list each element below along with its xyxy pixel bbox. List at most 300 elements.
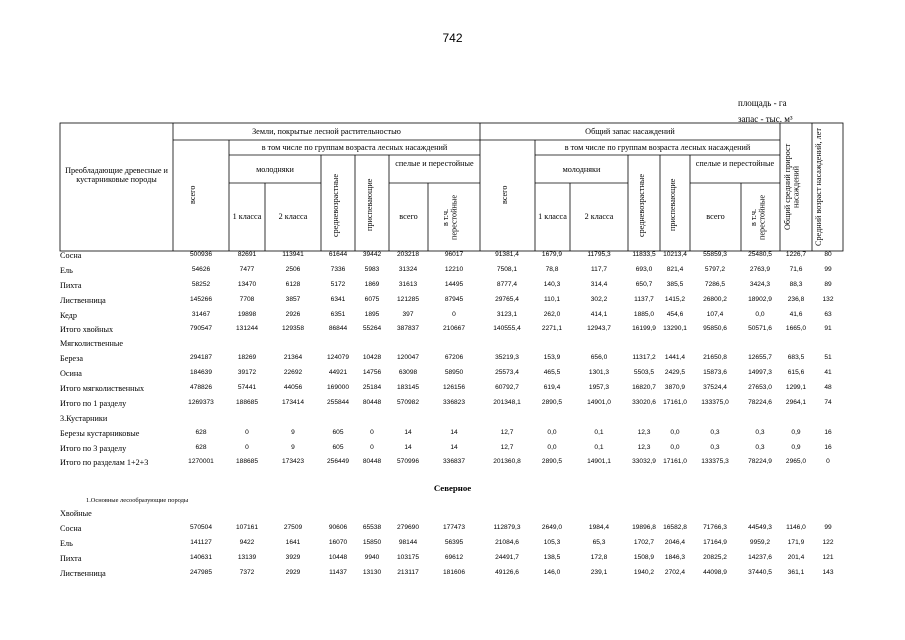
table-cell: 80448 xyxy=(362,399,382,406)
table-cell: 2890,5 xyxy=(541,458,563,465)
table-cell: 54626 xyxy=(191,266,211,273)
table-cell: 397 xyxy=(402,311,414,318)
table-cell: 41,6 xyxy=(789,311,803,318)
table-cell: 107,4 xyxy=(706,311,724,318)
table-cell: 7372 xyxy=(239,569,255,576)
table-cell: 1702,7 xyxy=(633,539,655,546)
table-cell: 16070 xyxy=(328,539,348,546)
table-cell: 31467 xyxy=(191,311,211,318)
table-cell: 7708 xyxy=(239,296,255,303)
table-cell: 2926 xyxy=(285,311,301,318)
table-cell: 80448 xyxy=(362,458,382,465)
header-growth: Общий средний прирост насаждений xyxy=(783,143,801,231)
table-cell: 58252 xyxy=(191,281,211,288)
table-cell: 110,1 xyxy=(543,296,560,303)
table-cell: 145266 xyxy=(189,296,212,303)
table-cell: 1940,2 xyxy=(633,569,655,576)
table-cell: 14 xyxy=(404,429,412,436)
table-cell: 12655,7 xyxy=(748,354,772,361)
table-row xyxy=(60,509,850,522)
table-cell: 133375,0 xyxy=(701,399,729,406)
table-cell: 16 xyxy=(824,429,832,436)
header-stock-young: молодняки xyxy=(562,165,601,174)
table-cell: 12,3 xyxy=(637,444,651,451)
table-cell: 650,7 xyxy=(635,281,653,288)
table-cell: 181606 xyxy=(442,569,465,576)
table-cell: 55859,3 xyxy=(703,251,727,258)
table-cell: 138,5 xyxy=(543,554,561,561)
table-cell: 0 xyxy=(826,458,830,465)
table-cell: 50571,6 xyxy=(748,325,772,332)
table-cell: 16820,7 xyxy=(632,384,656,391)
table-cell: 13290,1 xyxy=(663,325,687,332)
table-cell: 6075 xyxy=(364,296,380,303)
table-cell: 255844 xyxy=(326,399,349,406)
table-cell: 336823 xyxy=(442,399,465,406)
table-cell: 13130 xyxy=(362,569,382,576)
table-cell: 71,6 xyxy=(789,266,803,273)
table-cell: 7336 xyxy=(330,266,346,273)
table-cell: 0 xyxy=(370,444,374,451)
header-species: Преобладающие древесные и кустарниковые породы xyxy=(65,166,168,185)
table-cell: 80 xyxy=(824,251,832,258)
table-cell: 201,4 xyxy=(787,554,805,561)
table-row xyxy=(60,569,850,582)
table-cell: 49126,6 xyxy=(495,569,519,576)
subsection-title: 1.Основные лесообразующие породы xyxy=(86,497,189,504)
table-cell: 29765,4 xyxy=(495,296,519,303)
table-cell: 7477 xyxy=(239,266,255,273)
table-cell: 177473 xyxy=(442,524,465,531)
table-row xyxy=(60,339,850,352)
table-cell: 0,3 xyxy=(710,429,720,436)
table-cell: 171,9 xyxy=(787,539,805,546)
table-cell: 173414 xyxy=(281,399,304,406)
table-cell: 6128 xyxy=(285,281,301,288)
header-mature-total: всего xyxy=(399,212,418,221)
table-cell: 107161 xyxy=(235,524,258,531)
table-cell: 18902,9 xyxy=(748,296,772,303)
table-cell: 78,8 xyxy=(545,266,559,273)
table-cell: 414,1 xyxy=(590,311,608,318)
table-cell: 103175 xyxy=(396,554,419,561)
table-cell: 3424,3 xyxy=(749,281,771,288)
table-cell: 9940 xyxy=(364,554,380,561)
table-cell: 500936 xyxy=(189,251,212,258)
table-cell: 821,4 xyxy=(666,266,684,273)
table-cell: 5503,5 xyxy=(633,369,655,376)
table-row xyxy=(60,281,850,294)
table-cell: 183145 xyxy=(396,384,419,391)
table-cell: 63 xyxy=(824,311,832,318)
row-label: Осина xyxy=(60,369,82,378)
header-stock-overmature: в т.ч. перестойные xyxy=(749,194,767,240)
table-cell: 0,1 xyxy=(594,429,604,436)
table-cell: 0,1 xyxy=(594,444,604,451)
table-cell: 2965,0 xyxy=(785,458,807,465)
header-total: всего xyxy=(188,185,197,205)
table-cell: 1846,3 xyxy=(664,554,686,561)
table-row xyxy=(60,311,850,324)
table-cell: 112879,3 xyxy=(493,524,521,531)
table-cell: 12210 xyxy=(444,266,464,273)
table-cell: 37440,5 xyxy=(748,569,772,576)
table-cell: 361,1 xyxy=(787,569,805,576)
header-stock: Общий запас насаждений xyxy=(585,127,675,136)
header-class1: 1 класса xyxy=(232,212,262,221)
table-cell: 478826 xyxy=(189,384,212,391)
table-cell: 2890,5 xyxy=(541,399,563,406)
table-cell: 14 xyxy=(450,429,458,436)
header-ripening: приспевающие xyxy=(365,178,374,232)
table-cell: 99 xyxy=(824,266,832,273)
table-cell: 26800,2 xyxy=(703,296,727,303)
table-cell: 6351 xyxy=(330,311,346,318)
table-cell: 11833,5 xyxy=(632,251,656,258)
table-row xyxy=(60,554,850,567)
table-cell: 1441,4 xyxy=(664,354,686,361)
table-cell: 385,5 xyxy=(666,281,684,288)
table-cell: 31613 xyxy=(398,281,418,288)
table-cell: 14237,6 xyxy=(748,554,772,561)
row-label: 3.Кустарники xyxy=(60,414,108,423)
table-cell: 2964,1 xyxy=(785,399,807,406)
table-cell: 74 xyxy=(824,399,832,406)
table-cell: 0,0 xyxy=(547,429,557,436)
table-row xyxy=(60,296,850,309)
table-cell: 82691 xyxy=(237,251,257,258)
table-cell: 11795,3 xyxy=(587,251,611,258)
table-cell: 236,8 xyxy=(787,296,805,303)
table-cell: 124079 xyxy=(326,354,349,361)
table-cell: 55264 xyxy=(362,325,382,332)
table-cell: 57441 xyxy=(237,384,257,391)
row-label: Береза xyxy=(60,354,84,363)
table-row xyxy=(60,354,850,367)
table-cell: 39442 xyxy=(362,251,382,258)
table-cell: 169000 xyxy=(326,384,349,391)
header-stock-total: всего xyxy=(500,185,509,205)
table-cell: 39172 xyxy=(237,369,257,376)
header-class2: 2 класса xyxy=(278,212,308,221)
table-cell: 20825,2 xyxy=(703,554,727,561)
table-cell: 1299,1 xyxy=(785,384,807,391)
table-cell: 0,9 xyxy=(791,429,801,436)
table-cell: 17164,9 xyxy=(703,539,727,546)
table-cell: 51 xyxy=(824,354,832,361)
row-label: Итого по 3 разделу xyxy=(60,444,127,453)
table-cell: 21084,6 xyxy=(495,539,519,546)
table-row xyxy=(60,266,850,279)
table-cell: 1137,7 xyxy=(634,296,654,303)
table-cell: 1679,9 xyxy=(541,251,563,258)
table-cell: 1869 xyxy=(364,281,380,288)
table-cell: 1415,2 xyxy=(664,296,686,303)
table-cell: 3857 xyxy=(285,296,301,303)
table-cell: 454,6 xyxy=(666,311,684,318)
table-cell: 2271,1 xyxy=(541,325,563,332)
table-cell: 16582,8 xyxy=(663,524,687,531)
table-cell: 78224,6 xyxy=(748,399,772,406)
table-cell: 27509 xyxy=(283,524,303,531)
table-cell: 201360,8 xyxy=(493,458,521,465)
table-cell: 24491,7 xyxy=(495,554,519,561)
table-cell: 78224,9 xyxy=(748,458,772,465)
table-cell: 48 xyxy=(824,384,832,391)
table-cell: 69612 xyxy=(444,554,464,561)
table-cell: 22692 xyxy=(283,369,303,376)
table-cell: 25184 xyxy=(362,384,382,391)
header-stock-mature: спелые и перестойные xyxy=(695,159,775,168)
table-row xyxy=(60,369,850,382)
row-label: Итого по 1 разделу xyxy=(60,399,127,408)
table-cell: 19898 xyxy=(237,311,257,318)
table-cell: 628 xyxy=(195,429,207,436)
table-cell: 0,0 xyxy=(670,444,680,451)
table-cell: 302,2 xyxy=(590,296,608,303)
row-label: Хвойные xyxy=(60,509,92,518)
table-cell: 605 xyxy=(332,444,344,451)
table-cell: 0,0 xyxy=(755,311,765,318)
table-cell: 19896,8 xyxy=(632,524,656,531)
table-cell: 25480,5 xyxy=(748,251,772,258)
table-cell: 141127 xyxy=(190,539,212,546)
table-cell: 188685 xyxy=(235,458,258,465)
row-label: Итого хвойных xyxy=(60,325,114,334)
table-cell: 14 xyxy=(404,444,412,451)
table-cell: 14756 xyxy=(362,369,382,376)
row-label: Мягколиственные xyxy=(60,339,123,348)
table-cell: 605 xyxy=(332,429,344,436)
table-cell: 2046,4 xyxy=(664,539,686,546)
table-cell: 14 xyxy=(450,444,458,451)
table-cell: 1641 xyxy=(285,539,301,546)
table-cell: 262,0 xyxy=(543,311,561,318)
table-cell: 58950 xyxy=(444,369,464,376)
table-cell: 570504 xyxy=(189,524,212,531)
table-cell: 173423 xyxy=(281,458,304,465)
table-cell: 0,3 xyxy=(755,429,765,436)
table-cell: 1301,3 xyxy=(588,369,610,376)
table-cell: 1269373 xyxy=(188,399,214,406)
table-cell: 14901,1 xyxy=(587,458,611,465)
table-cell: 143 xyxy=(822,569,834,576)
table-cell: 16199,9 xyxy=(632,325,656,332)
row-label: Сосна xyxy=(60,251,82,260)
table-cell: 387837 xyxy=(396,325,419,332)
table-cell: 5172 xyxy=(330,281,346,288)
table-cell: 33020,6 xyxy=(632,399,656,406)
header-middle: средневозрастные xyxy=(331,173,340,237)
table-row xyxy=(60,458,850,471)
table-cell: 13470 xyxy=(237,281,257,288)
table-cell: 56395 xyxy=(444,539,464,546)
table-cell: 247985 xyxy=(189,569,212,576)
table-cell: 11317,2 xyxy=(632,354,656,361)
table-cell: 683,5 xyxy=(787,354,805,361)
table-cell: 0 xyxy=(370,429,374,436)
table-cell: 0,3 xyxy=(710,444,720,451)
table-cell: 9959,2 xyxy=(749,539,771,546)
table-cell: 201348,1 xyxy=(493,399,521,406)
row-label: Ель xyxy=(60,539,73,548)
row-label: Итого мягколиственных xyxy=(60,384,145,393)
table-cell: 96017 xyxy=(444,251,464,258)
table-cell: 9 xyxy=(291,429,295,436)
table-cell: 1270001 xyxy=(188,458,214,465)
table-cell: 2429,5 xyxy=(664,369,686,376)
table-cell: 1895 xyxy=(364,311,380,318)
row-label: Лиственница xyxy=(60,569,106,578)
table-cell: 628 xyxy=(195,444,207,451)
table-cell: 121 xyxy=(822,554,834,561)
table-cell: 279690 xyxy=(396,524,419,531)
table-cell: 86844 xyxy=(328,325,348,332)
table-cell: 35219,3 xyxy=(495,354,519,361)
table-cell: 3123,1 xyxy=(496,311,518,318)
table-cell: 121285 xyxy=(396,296,419,303)
row-label: Итого по разделам 1+2+3 xyxy=(60,458,149,467)
table-cell: 67206 xyxy=(444,354,464,361)
table-cell: 44056 xyxy=(283,384,303,391)
header-overmature: в т.ч. перестойные xyxy=(441,194,459,240)
table-cell: 656,0 xyxy=(590,354,608,361)
table-cell: 89 xyxy=(824,281,832,288)
table-cell: 0 xyxy=(245,429,249,436)
table-cell: 91 xyxy=(824,325,832,332)
row-label: Кедр xyxy=(60,311,77,320)
unit-stock: запас - тыс. м³ xyxy=(738,114,793,124)
header-stock-class2: 2 класса xyxy=(584,212,614,221)
table-cell: 693,0 xyxy=(635,266,653,273)
table-cell: 12943,7 xyxy=(587,325,611,332)
table-cell: 3870,9 xyxy=(664,384,686,391)
table-cell: 9422 xyxy=(239,539,255,546)
table-cell: 9 xyxy=(291,444,295,451)
row-label: Лиственница xyxy=(60,296,106,305)
table-cell: 10428 xyxy=(362,354,382,361)
table-cell: 1885,0 xyxy=(633,311,655,318)
table-cell: 5983 xyxy=(364,266,380,273)
table-cell: 65538 xyxy=(362,524,382,531)
table-cell: 132 xyxy=(822,296,834,303)
table-cell: 172,8 xyxy=(590,554,608,561)
table-row xyxy=(60,399,850,412)
table-row xyxy=(60,524,850,537)
table-cell: 120047 xyxy=(396,354,419,361)
table-cell: 10213,4 xyxy=(663,251,687,258)
table-cell: 239,1 xyxy=(590,569,608,576)
table-cell: 0,3 xyxy=(755,444,765,451)
table-cell: 105,3 xyxy=(543,539,561,546)
table-cell: 0,0 xyxy=(670,429,680,436)
header-stock-class1: 1 класса xyxy=(538,212,567,221)
table-cell: 17161,0 xyxy=(663,458,687,465)
table-cell: 18269 xyxy=(237,354,257,361)
header-young: молодняки xyxy=(256,165,294,174)
table-cell: 2702,4 xyxy=(664,569,686,576)
table-cell: 619,4 xyxy=(543,384,561,391)
header-lands-age: в том числе по группам возраста лесных насаждений xyxy=(261,143,448,152)
table-cell: 33032,9 xyxy=(632,458,656,465)
table-row xyxy=(60,539,850,552)
table-cell: 44549,3 xyxy=(748,524,772,531)
row-label: Пихта xyxy=(60,554,82,563)
table-cell: 95850,6 xyxy=(703,325,727,332)
table-cell: 2506 xyxy=(285,266,301,273)
table-cell: 117,7 xyxy=(590,266,607,273)
table-cell: 14997,3 xyxy=(748,369,772,376)
table-cell: 1146,0 xyxy=(786,524,806,531)
table-cell: 41 xyxy=(824,369,832,376)
table-cell: 122 xyxy=(822,539,834,546)
table-row xyxy=(60,325,850,338)
table-row xyxy=(60,384,850,397)
header-stock-mature-total: всего xyxy=(706,212,725,221)
table-cell: 465,5 xyxy=(543,369,561,376)
table-cell: 63098 xyxy=(398,369,418,376)
table-cell: 15850 xyxy=(362,539,382,546)
table-cell: 12,3 xyxy=(637,429,651,436)
table-cell: 0 xyxy=(452,311,456,318)
table-cell: 133375,3 xyxy=(701,458,729,465)
table-cell: 140555,4 xyxy=(493,325,521,332)
row-label: Пихта xyxy=(60,281,82,290)
table-cell: 12,7 xyxy=(500,429,514,436)
row-label: Ель xyxy=(60,266,73,275)
table-cell: 256449 xyxy=(326,458,349,465)
table-cell: 12,7 xyxy=(500,444,514,451)
table-cell: 126156 xyxy=(442,384,465,391)
table-cell: 570996 xyxy=(396,458,419,465)
table-cell: 188685 xyxy=(235,399,258,406)
table-cell: 0,9 xyxy=(791,444,801,451)
table-cell: 11437 xyxy=(329,569,347,576)
row-label: Березы кустарниковые xyxy=(60,429,140,438)
table-cell: 44921 xyxy=(328,369,348,376)
table-cell: 2649,0 xyxy=(541,524,563,531)
table-cell: 146,0 xyxy=(543,569,561,576)
table-cell: 71766,3 xyxy=(703,524,727,531)
table-cell: 113941 xyxy=(282,251,304,258)
table-cell: 1508,9 xyxy=(633,554,655,561)
table-cell: 140,3 xyxy=(543,281,561,288)
table-cell: 570982 xyxy=(396,399,419,406)
header-lands: Земли, покрытые лесной растительностью xyxy=(252,127,401,136)
table-cell: 294187 xyxy=(189,354,212,361)
table-cell: 13139 xyxy=(237,554,257,561)
table-cell: 2929 xyxy=(285,569,301,576)
table-row xyxy=(60,444,850,457)
table-cell: 213117 xyxy=(397,569,419,576)
table-cell: 44098,9 xyxy=(703,569,727,576)
table-cell: 6341 xyxy=(330,296,346,303)
table-cell: 140631 xyxy=(189,554,212,561)
table-cell: 336837 xyxy=(442,458,465,465)
page-number: 742 xyxy=(442,31,463,45)
table-cell: 90606 xyxy=(328,524,348,531)
row-label: Сосна xyxy=(60,524,82,533)
table-cell: 615,6 xyxy=(787,369,805,376)
table-cell: 5797,2 xyxy=(704,266,726,273)
table-cell: 27653,0 xyxy=(748,384,772,391)
table-cell: 184639 xyxy=(189,369,212,376)
table-cell: 15873,6 xyxy=(703,369,727,376)
unit-area: площадь - га xyxy=(738,98,787,108)
table-cell: 2763,9 xyxy=(749,266,771,273)
table-cell: 61644 xyxy=(328,251,348,258)
table-cell: 8777,4 xyxy=(496,281,518,288)
